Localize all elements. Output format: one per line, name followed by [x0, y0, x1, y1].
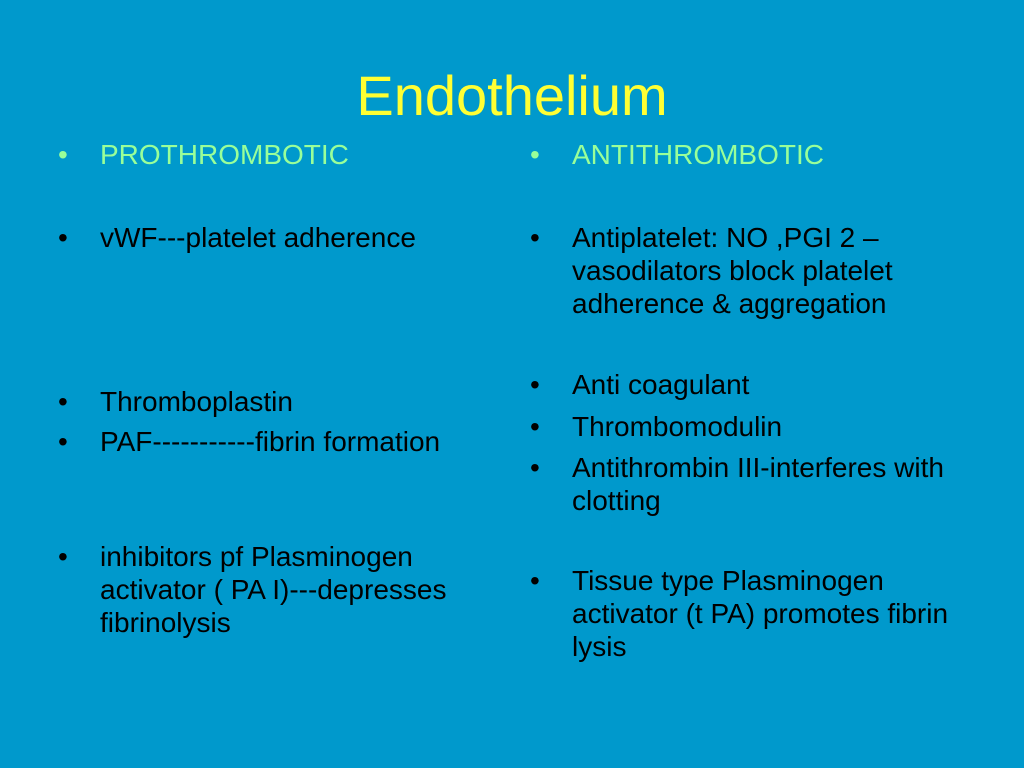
- bullet-icon: •: [530, 411, 540, 442]
- bullet-icon: •: [530, 139, 540, 170]
- bullet-icon: •: [58, 386, 68, 417]
- list-item: • Tissue type Plasminogen activator (t PA) promotes fibrin lysis: [530, 565, 949, 662]
- list-item: • Anti coagulant: [530, 369, 750, 400]
- prothrombotic-heading: • PROTHROMBOTIC: [58, 139, 349, 170]
- list-item: • Thrombomodulin: [530, 411, 783, 442]
- list-item: • inhibitors pf Plasminogen activator ( PA I)---depresses fibrinolysis: [58, 541, 447, 638]
- list-item: • Antithrombin III-interferes with clotting: [530, 452, 944, 516]
- bullet-icon: •: [530, 222, 540, 253]
- bullet-icon: •: [530, 369, 540, 400]
- list-item: • PAF-----------fibrin formation: [58, 426, 441, 457]
- bullet-icon: •: [58, 139, 68, 170]
- bullet-icon: •: [530, 452, 540, 483]
- slide-title: Endothelium: [356, 64, 668, 127]
- antithrombotic-heading: • ANTITHROMBOTIC: [530, 139, 824, 170]
- bullet-icon: •: [58, 541, 68, 572]
- list-item: • vWF---platelet adherence: [58, 222, 416, 253]
- list-item: • Thromboplastin: [58, 386, 293, 417]
- bullet-icon: •: [58, 426, 68, 457]
- list-item: • Antiplatelet: NO ,PGI 2 – vasodilators block platelet adherence & aggregation: [530, 222, 893, 319]
- bullet-icon: •: [530, 565, 540, 596]
- bullet-icon: •: [58, 222, 68, 253]
